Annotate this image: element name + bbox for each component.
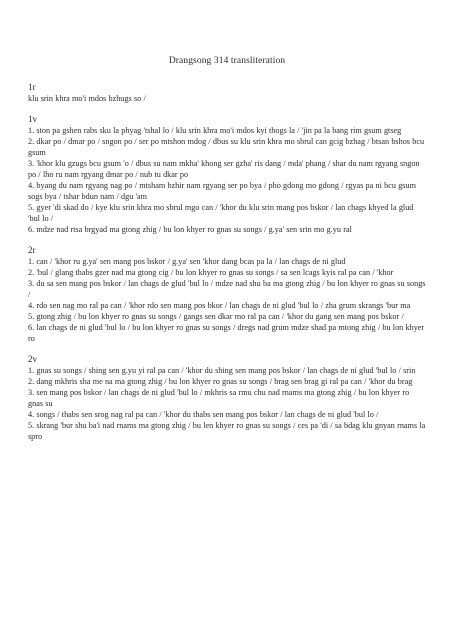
document-title: Drangsong 314 transliteration [168, 56, 286, 66]
transliteration-line: 6. mdze nad rtsa brgyad ma gtong zhig / bu lon khyer ro gnas su songs / g.ya' sen srin mo g.yu ral [28, 225, 352, 234]
transliteration-line: 1. gnas su songs / shing sen g.yu yi ral pa can / 'khor du shing sen mang pos bskor / lan chags de ni glud 'bul lo / srin [28, 366, 416, 375]
folio-section [28, 245, 426, 344]
transliteration-body [28, 82, 426, 442]
folio-section [28, 114, 426, 235]
folio-section [28, 354, 426, 442]
transliteration-line: 2. 'bul / glang thabs gzer nad ma gtong cig / bu lon khyer ro gnas su songs / sa sen lcags kyis ral pa can / 'khor [28, 268, 394, 277]
folio-heading: 2r [28, 245, 36, 255]
folio-heading: 1v [28, 114, 37, 124]
transliteration-line: 5. gtong zhig / bu lon khyer ro gnas su songs / gangs sen dkar mo ral pa can / 'khor du gang sen mang pos bskor / [28, 312, 404, 321]
transliteration-line: 4. byang du nam rgyang nag po / mtsham bzhir nam rgyang ser po bya / pho gdong mo gdong / rgyas pa ni bcu gsum sogs bya / tshar bdun nam / dgu 'am [28, 181, 416, 201]
transliteration-line: klu srin khra mo'i mdos bzhugs so / [28, 94, 146, 103]
transliteration-line: 3. 'khor klu gzugs bcu gsum 'o / dbus su nam mkha' khong ser gzha' ris dang / mda' phang / shar du nam rgyang sngon po / lho ru nam rgyang dmar po / nub tu dkar po [28, 159, 420, 179]
transliteration-line: 6. lan chags de ni glud 'bul lo / bu lon khyer ro gnas su songs / dregs nad grum mdze shad pa mtong zhig / bu lon khyer ro [28, 323, 425, 343]
transliteration-line: 1. ston pa gshen rabs sku la phyag 'tshal lo / klu srin khra mo'i mdos kyi thogs la / 'jin pa la bang rim gsum gtseg [28, 126, 402, 135]
transliteration-line: 4. songs / thabs sen srog nag ral pa can / 'khor du thabs sen mang pos bskor / lan chags de ni glud 'bul lo / [28, 410, 379, 419]
folio-heading: 1r [28, 82, 36, 92]
transliteration-line: 3. du sa sen mang pos bskor / lan chags de glud 'bul lo / mdze nad shu ba ma gtong zhig / bu lon khyer ro gnas su songs / [28, 279, 426, 299]
folio-heading: 2v [28, 354, 37, 364]
transliteration-line: 2. dang mkhris sha me na ma gtong zhig / bu lon khyer ro gnas su songs / brag sen brag gi ral pa can / 'khor du brag [28, 377, 413, 386]
transliteration-line: 2. dkar po / dmar po / sngon po / ser po mtshon mdog / dbus su klu srin khra mo sbrul can gcig bzhag / btsan bshos bcu gsum [28, 137, 425, 157]
folio-section [28, 82, 426, 104]
transliteration-line: 5. skrang 'bur shu ba'i nad rnams ma gtong zhig / bu len khyer ro gnas su songs / ces pa 'di / sa bdag klu gnyan rnams la spro [28, 421, 426, 441]
transliteration-line: 5. gyer 'di skad do / kye klu srin khra mo sbrul mgo can / 'khor du klu srin mang pos bskor / lan chags khyed la glud 'bul lo / [28, 203, 414, 223]
transliteration-line: 3. sen mang pos bskor / lan chags de ni glud 'bul lo / mkhris sa rmu chu nad rnams ma gtong zhig / bu lon khyer ro gnas su [28, 388, 410, 408]
transliteration-line: 4. rdo sen nag mo ral pa can / 'khor rdo sen mang pos bkor / lan chags de ni glud 'bul lo / zha grum skrangs 'bur ma [28, 301, 411, 310]
transliteration-line: 1. can / 'khor ru g.ya' sen mang pos bskor / g.ya' sen 'khor dang bcas pa la / lan chags de ni glud [28, 257, 346, 266]
